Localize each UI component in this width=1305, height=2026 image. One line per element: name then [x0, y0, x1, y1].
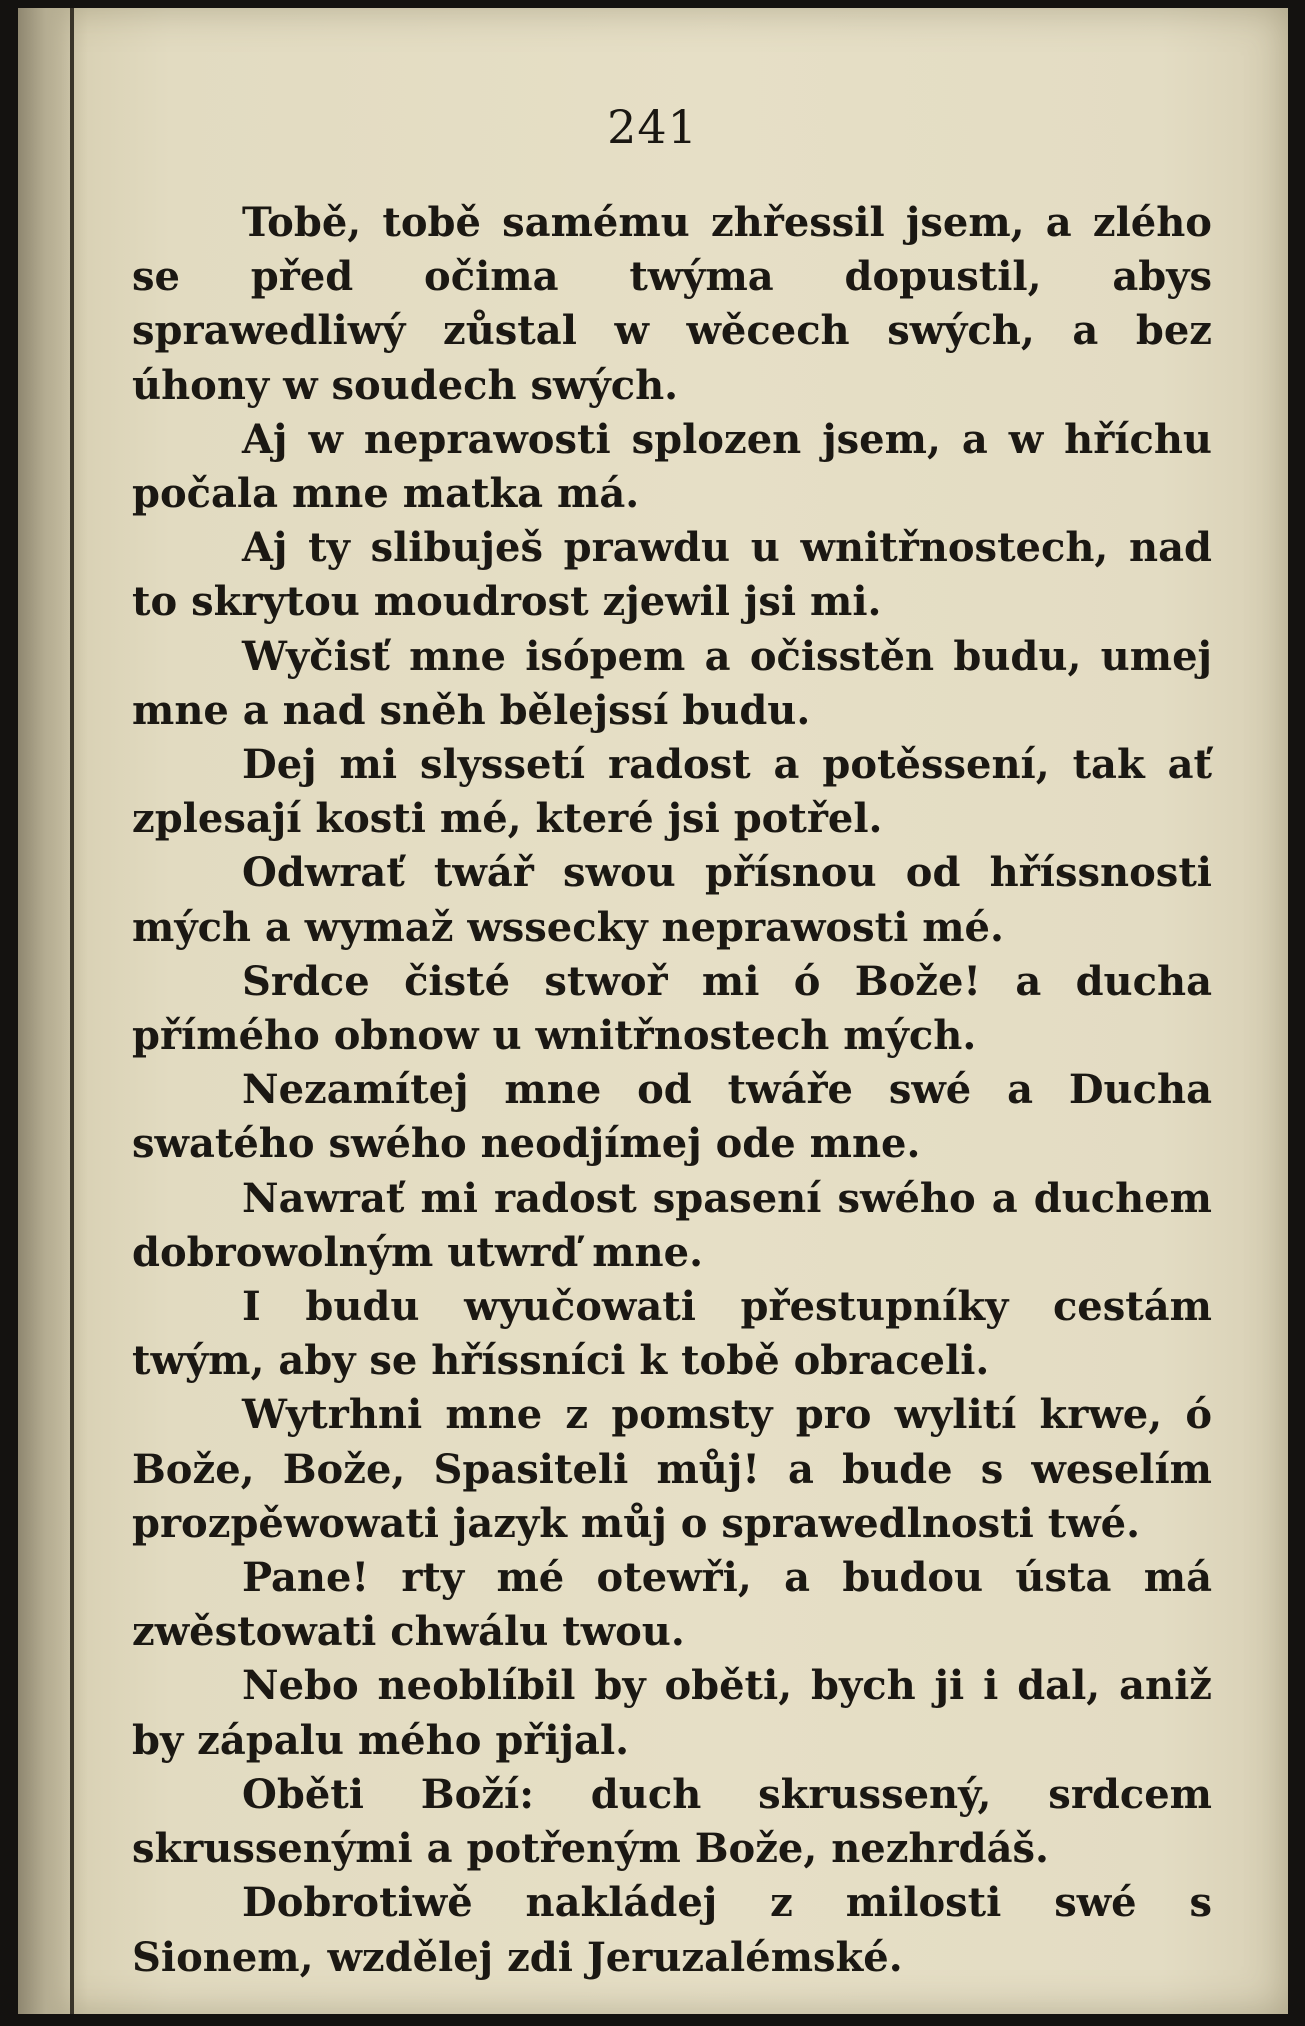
paragraph-9: Nawrať mi radost spasení swého a duchem dobrowolným utwrď mne.	[132, 1174, 1212, 1276]
paragraph-6: Odwrať twář swou přísnou od hříssnosti mých a wymaž wssecky neprawosti mé.	[132, 849, 1212, 951]
page-number: 241	[607, 100, 698, 154]
paragraph-2: Aj w neprawosti splozen jsem, a w hříchu počala mne matka má.	[132, 415, 1212, 518]
paragraph-7: Srdce čisté stwoř mi ó Bože! a ducha přímého obnow u wnitřnostech mých.	[132, 957, 1212, 1060]
paragraph-11: Wytrhni mne z pomsty pro wylití krwe, ó Bože, Bože, Spasiteli můj! a bude s weselím prozpěwowati jazyk můj o sprawedlnosti twé.	[132, 1391, 1212, 1547]
binding-line	[70, 8, 74, 2014]
paragraph-3: Aj ty slibuješ prawdu u wnitřnostech, nad to skrytou moudrost zjewil jsi mi.	[132, 524, 1212, 626]
paragraph-15: Dobrotiwě nakládej z milosti swé s Sionem, wzdělej zdi Jeruzalémské.	[132, 1879, 1212, 1981]
paragraph-13: Nebo neoblíbil by oběti, bych ji i dal, aniž by zápalu mého přijal.	[132, 1662, 1212, 1764]
paragraph-14: Oběti Boží: duch skrussený, srdcem skrussenými a potřeným Bože, nezhrdáš.	[132, 1770, 1212, 1873]
paragraph-12: Pane! rty mé otewři, a budou ústa má zwěstowati chwálu twou.	[132, 1554, 1212, 1656]
paragraph-10: I budu wyučowati přestupníky cestám twým, aby se hříssníci k tobě obraceli.	[132, 1283, 1212, 1385]
page-gutter	[18, 8, 88, 2014]
paragraph-4: Wyčisť mne isópem a očisstěn budu, umej mne a nad sněh bělejssí budu.	[132, 632, 1212, 734]
paragraph-1: Tobě, tobě samému zhřessil jsem, a zlého se před očima twýma dopustil, abys sprawedliwý zůstal w wěcech swých, a bez úhony w soudech swých.	[132, 199, 1212, 409]
paragraph-5: Dej mi slyssetí radost a potěssení, tak ať zplesají kosti mé, které jsi potřel.	[132, 741, 1212, 843]
body-text	[132, 196, 1212, 1985]
paragraph-8: Nezamítej mne od twáře swé a Ducha swatého swého neodjímej ode mne.	[132, 1066, 1212, 1168]
